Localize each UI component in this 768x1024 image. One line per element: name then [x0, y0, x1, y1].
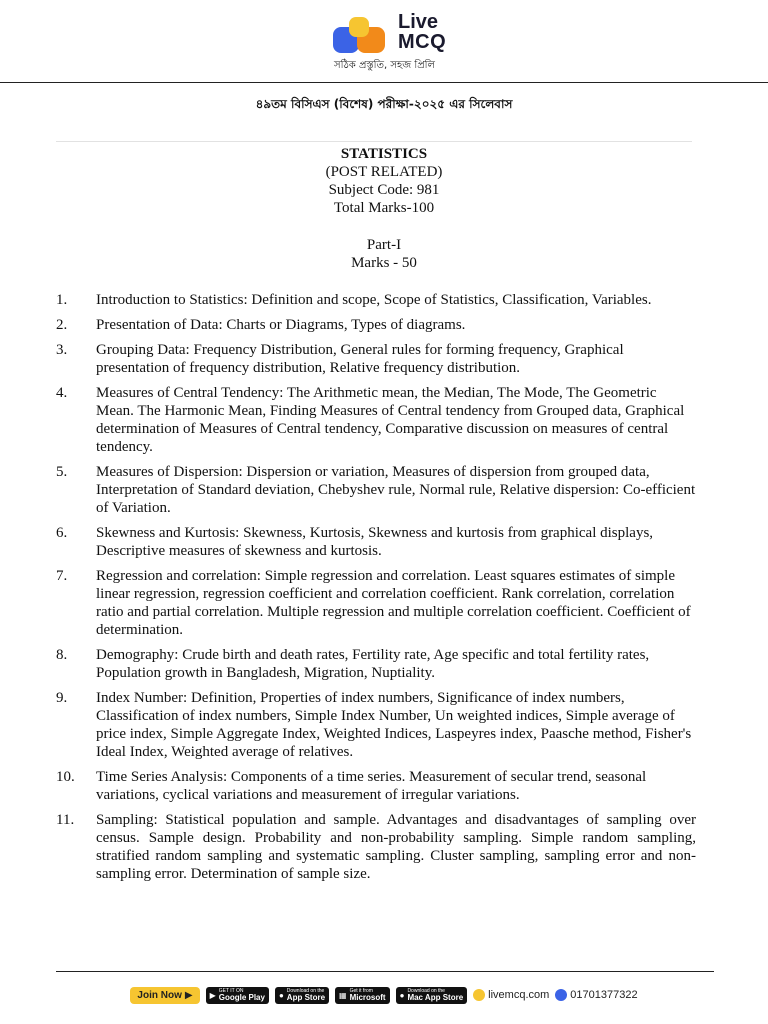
microsoft-label: Microsoft [349, 992, 386, 1002]
item-text: Skewness and Kurtosis: Skewness, Kurtosis, Skewness and kurtosis from graphical displays, Descriptive measures of skewness and kurtosis. [96, 525, 654, 559]
syllabus-list [56, 291, 696, 890]
item-number: 9. [56, 690, 68, 706]
mac-app-store-badge[interactable] [396, 987, 468, 1004]
brand-name [398, 12, 446, 52]
list-item [56, 689, 696, 761]
item-text: Presentation of Data: Charts or Diagrams, Types of diagrams. [96, 317, 466, 333]
part-title: Part-I [366, 237, 402, 253]
subject-post: (POST RELATED) [325, 164, 443, 180]
total-marks: Total Marks-100 [333, 200, 435, 216]
globe-icon [473, 989, 485, 1001]
list-item [56, 463, 696, 517]
mac-store-label: Mac App Store [407, 992, 464, 1002]
footer-divider [56, 971, 714, 972]
list-item [56, 384, 696, 456]
subject-name: STATISTICS [340, 146, 428, 162]
join-now-button[interactable] [130, 987, 199, 1004]
list-item [56, 811, 696, 883]
brand-line-1: Live [398, 11, 439, 33]
phone-text: 01701377322 [570, 989, 638, 1001]
mac-store-small: Download on the [407, 987, 445, 994]
exam-title: ৪৯তম বিসিএস (বিশেষ) পরীক্ষা-২০২৫ এর সিলেবাস [255, 97, 513, 111]
item-number: 6. [56, 525, 68, 541]
item-text: Measures of Dispersion: Dispersion or variation, Measures of dispersion from grouped data, Interpretation of Standard deviation, Chebyshev rule, Normal rule, Relative dispersion: Co-efficient of Variation. [96, 464, 696, 516]
google-play-badge[interactable] [206, 987, 269, 1004]
item-number: 8. [56, 647, 68, 663]
item-number: 10. [56, 769, 75, 785]
header-divider [0, 82, 768, 83]
google-play-small: GET IT ON [218, 987, 244, 994]
item-number: 4. [56, 385, 68, 401]
google-play-label: Google Play [218, 992, 265, 1002]
item-number: 3. [56, 342, 68, 358]
website-text: livemcq.com [488, 989, 550, 1001]
footer-bar [0, 984, 768, 1006]
list-item [56, 646, 696, 682]
join-now-label: Join Now [137, 989, 182, 1001]
apple-icon: ● [399, 990, 405, 1000]
app-store-badge[interactable] [275, 987, 329, 1004]
item-text: Sampling: Statistical population and sample. Advantages and disadvantages of sampling over census. Sample design. Probability and non-probability sampling. Simple random sampling, stratified random sampling and systematic sampling. Cluster sampling, sampling error and non-sampling error. Determination of sample size. [96, 812, 696, 882]
item-text: Introduction to Statistics: Definition and scope, Scope of Statistics, Classification, Variables. [96, 292, 652, 308]
item-number: 7. [56, 568, 68, 584]
item-number: 1. [56, 292, 68, 308]
item-text: Regression and correlation: Simple regression and correlation. Least squares estimates of simple linear regression, regression coefficient and correlation coefficient. Rank correlation, correlation ratio and partial correlation. Multiple regression and multiple correlation coefficient. Coefficient of determination. [96, 568, 691, 638]
list-item [56, 291, 696, 309]
app-store-label: App Store [286, 992, 326, 1002]
subject-code: Subject Code: 981 [328, 182, 440, 198]
user-icon [555, 989, 567, 1001]
list-item [56, 567, 696, 639]
microsoft-icon: ▦ [339, 990, 347, 1000]
apple-icon: ● [278, 990, 284, 1000]
item-number: 11. [56, 812, 75, 828]
brand-line-2: MCQ [398, 31, 447, 53]
list-item [56, 768, 696, 804]
list-item [56, 341, 696, 377]
app-store-small: Download on the [286, 987, 325, 994]
item-number: 2. [56, 317, 68, 333]
list-item [56, 316, 696, 334]
item-text: Measures of Central Tendency: The Arithmetic mean, the Median, The Mode, The Geometric Mean. The Harmonic Mean, Finding Measures of Central tendency from Grouped data, Graphical determination of Measures of Central tendency, Comparative discussion on measures of central tendency. [96, 385, 685, 455]
item-text: Grouping Data: Frequency Distribution, General rules for forming frequency, Graphical presentation of frequency distribution, Relative frequency distribution. [96, 342, 624, 376]
play-arrow-icon: ▶ [184, 989, 193, 1001]
microsoft-badge[interactable] [335, 987, 390, 1004]
item-text: Demography: Crude birth and death rates, Fertility rate, Age specific and total fertility rates, Population growth in Bangladesh, Migration, Nuptiality. [96, 647, 650, 681]
microsoft-small: Get it from [349, 987, 373, 994]
part-marks: Marks - 50 [351, 255, 417, 271]
item-text: Index Number: Definition, Properties of index numbers, Significance of index numbers, Classification of index numbers, Simple Index Number, Un weighted indices, Simple average of price index, Simple Aggregate Index, Weighted Indices, Laspeyres index, Paasche method, Fisher's Ideal Index, Weighted average of relatives. [96, 690, 692, 760]
site-header [0, 0, 768, 84]
brand-tagline: সঠিক প্রস্তুতি, সহজ প্রিলি [334, 60, 435, 71]
title-divider [56, 141, 692, 142]
subject-heading [0, 145, 768, 217]
part-heading [0, 236, 768, 272]
phone-contact[interactable] [555, 989, 637, 1001]
item-number: 5. [56, 464, 68, 480]
live-mcq-logo [333, 17, 389, 57]
item-text: Time Series Analysis: Components of a time series. Measurement of secular trend, seasonal variations, cyclical variations and measurement of irregular variations. [96, 769, 647, 803]
list-item [56, 524, 696, 560]
google-play-icon: ▶ [209, 990, 216, 1000]
website-link[interactable] [473, 989, 549, 1001]
